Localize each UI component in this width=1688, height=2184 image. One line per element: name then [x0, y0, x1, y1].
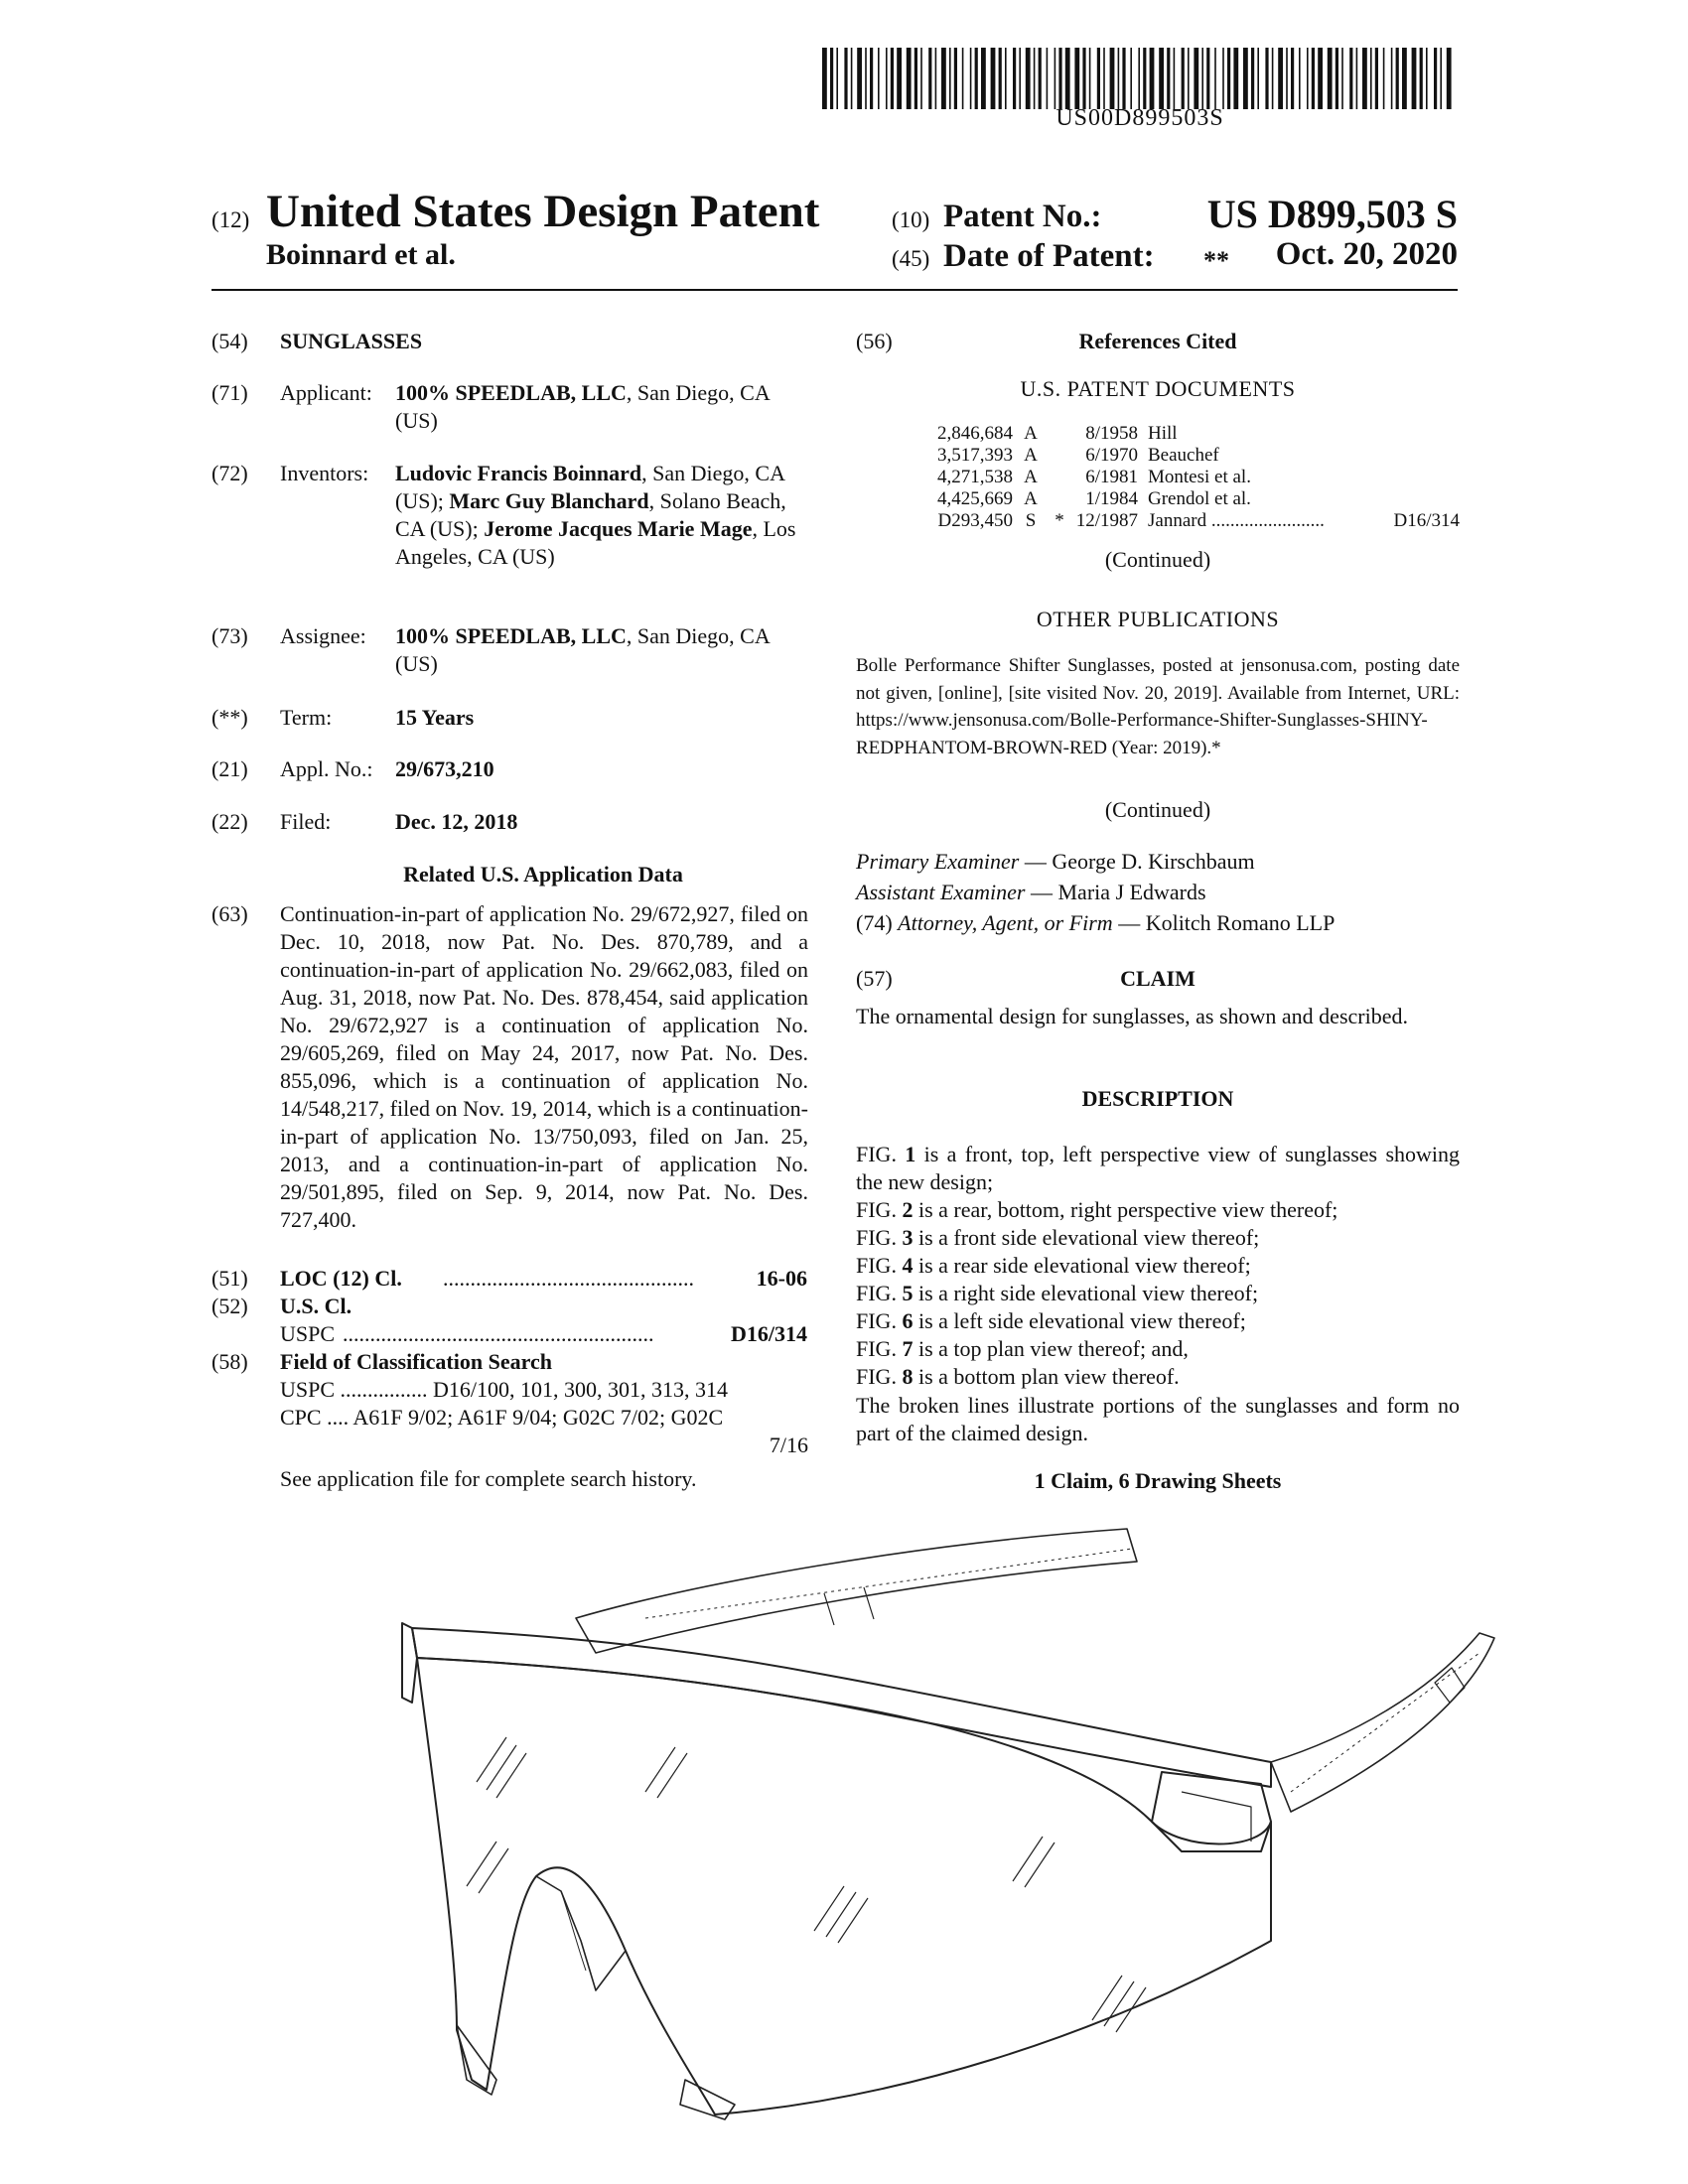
barcode-bar — [920, 48, 922, 109]
barcode-bar — [1013, 48, 1016, 109]
reference-star — [1049, 423, 1070, 445]
reference-kind: A — [1024, 467, 1038, 487]
barcode-bar — [1440, 48, 1442, 109]
related-application-text: Continuation-in-part of application No. 29/672,927, filed on Dec. 10, 2018, now Pat. No. Des. 870,789, and a continuation-in-part of application No. 29/662,083, filed on Aug. 31, 2018, now Pat. No. Des. 878,454, said application No. 29/672,927 is a continuation of application No. 29/605,269, filed on May 24, 2017, now Pat. No. Des. 855,096, which is a continuation of application No. 14/548,217, filed on Nov. 19, 2014, which is a continuation-in-part of application No. 13/750,093, filed on Jan. 25, 2013, and a continuation-in-part of application No. 29/501,895, filed on Sep. 9, 2014, now Pat. No. Des. 727,400. — [280, 901, 808, 1232]
applicant-label: Applicant: — [280, 380, 372, 405]
reference-date: 6/1970 — [1085, 445, 1138, 466]
barcode-bar — [1328, 48, 1333, 109]
barcode-bar — [1103, 48, 1105, 109]
code-45: (45) — [892, 246, 930, 271]
barcode-bar — [1201, 48, 1203, 109]
reference-name: Montesi et al. — [1148, 467, 1251, 487]
barcode-bar — [1227, 48, 1230, 109]
barcode-bar — [954, 48, 957, 109]
reference-star — [1049, 467, 1070, 488]
filed-value: Dec. 12, 2018 — [395, 809, 518, 834]
other-publication-text: Bolle Performance Shifter Sunglasses, posted at jensonusa.com, posting date not given, [online], [site visited Nov. 20, 2019]. Available from Internet, URL: https://www.jensonusa.com/Bolle-Performance-Shifter-Sunglasses-SHINY-REDPHANTOM-BROWN-RED (Year: 2019).* — [856, 655, 1460, 758]
reference-name: Beauchef — [1148, 445, 1219, 466]
reference-row — [909, 423, 1460, 445]
barcode-bar — [857, 48, 862, 109]
barcode-bar — [1159, 48, 1164, 109]
patent-no-label: Patent No.: — [943, 199, 1102, 234]
inventor-2-name: Marc Guy Blanchard — [449, 488, 649, 513]
reference-number: 3,517,393 — [937, 445, 1013, 466]
primary-examiner — [856, 848, 1255, 876]
barcode-bar — [1447, 48, 1452, 109]
barcode-bar — [907, 48, 912, 109]
barcode-bar — [1097, 48, 1100, 109]
figure-text: is a front, top, left perspective view of sunglasses showing the new design; — [856, 1142, 1461, 1194]
attorney — [856, 909, 1335, 937]
related-heading: Related U.S. Application Data — [403, 862, 683, 887]
reference-class — [1456, 445, 1460, 467]
barcode-bar — [844, 48, 847, 109]
assistant-examiner-name: — Maria J Edwards — [1025, 880, 1206, 904]
barcode-bar — [991, 48, 996, 109]
code-51: (51) — [211, 1266, 248, 1291]
code-73: (73) — [211, 623, 248, 648]
barcode-bar — [1383, 48, 1385, 109]
date-label: Date of Patent: — [943, 238, 1155, 274]
code-54: (54) — [211, 329, 248, 353]
barcode-bar — [962, 48, 964, 109]
barcode-bar — [1291, 48, 1294, 109]
patent-docs-heading: U.S. PATENT DOCUMENTS — [1020, 376, 1296, 401]
sunglasses-drawing — [397, 1524, 1499, 2139]
figure-text: is a front side elevational view thereof; — [913, 1225, 1260, 1250]
barcode-bar — [1005, 48, 1007, 109]
reference-number: 4,271,538 — [937, 467, 1013, 487]
figure-number: 4 — [902, 1253, 914, 1278]
date-marker: ** — [1203, 246, 1229, 275]
barcode-bar — [981, 48, 986, 109]
figure-prefix: FIG. — [856, 1308, 903, 1333]
reference-row — [909, 510, 1460, 532]
barcode-bar — [1026, 48, 1031, 109]
barcode-bar — [1065, 48, 1070, 109]
reference-list — [909, 423, 1460, 532]
code-57: (57) — [856, 966, 893, 991]
reference-date: 12/1987 — [1075, 510, 1138, 531]
inventor-1-location: , San Diego, CA (US); — [395, 461, 784, 513]
reference-star: * — [1055, 510, 1064, 531]
claims-sheets: 1 Claim, 6 Drawing Sheets — [1034, 1468, 1282, 1493]
barcode-bar — [1251, 48, 1254, 109]
design-title: SUNGLASSES — [280, 329, 423, 353]
loc-label: LOC (12) Cl. — [280, 1266, 402, 1291]
code-74: (74) — [856, 910, 893, 935]
figure-description — [856, 1335, 1460, 1363]
figure-list — [856, 1141, 1460, 1391]
appl-no-label: Appl. No.: — [280, 756, 373, 781]
figure-prefix: FIG. — [856, 1336, 903, 1361]
barcode-bar — [1182, 48, 1185, 109]
claim-text: The ornamental design for sunglasses, as shown and described. — [856, 1004, 1408, 1028]
barcode-bar — [1150, 48, 1155, 109]
barcode-bar — [1391, 48, 1393, 109]
term-value: 15 Years — [395, 705, 475, 730]
barcode-bar — [1047, 48, 1049, 109]
reference-class — [1456, 488, 1460, 510]
barcode-bar — [1362, 48, 1367, 109]
barcode-bar — [949, 48, 951, 109]
us-cl-label: U.S. Cl. — [280, 1294, 352, 1318]
appl-no-value: 29/673,210 — [395, 756, 494, 781]
barcode-bar — [830, 48, 833, 109]
figure-description — [856, 1252, 1460, 1280]
barcode-bar — [1426, 48, 1428, 109]
barcode-bar — [1278, 48, 1283, 109]
barcode-bar — [1265, 48, 1268, 109]
figure-description — [856, 1307, 1460, 1335]
primary-examiner-name: — George D. Kirschbaum — [1019, 849, 1255, 874]
barcode-bar — [822, 48, 827, 109]
reference-name: Hill — [1148, 423, 1178, 444]
barcode-bar — [1118, 48, 1120, 109]
primary-examiner-label: Primary Examiner — [856, 849, 1020, 874]
uspc-value: D16/314 — [731, 1321, 807, 1346]
reference-row — [909, 488, 1460, 510]
barcode-bar — [1122, 48, 1125, 109]
barcode-bar — [975, 48, 978, 109]
inventor-1-name: Ludovic Francis Boinnard — [395, 461, 642, 485]
attorney-name: — Kolitch Romano LLP — [1112, 910, 1336, 935]
reference-date: 8/1958 — [1085, 423, 1138, 444]
loc-value: 16-06 — [756, 1266, 807, 1291]
barcode-bar — [1349, 48, 1352, 109]
barcode-bar — [1312, 48, 1315, 109]
figure-text: is a rear side elevational view thereof; — [913, 1253, 1251, 1278]
barcode-bar — [1143, 48, 1146, 109]
barcode-bar — [1318, 48, 1323, 109]
code-63: (63) — [211, 901, 248, 926]
other-publications-heading: OTHER PUBLICATIONS — [1036, 607, 1280, 631]
reference-date: 1/1984 — [1085, 488, 1138, 509]
barcode-bar — [1034, 48, 1036, 109]
barcode-bar — [941, 48, 946, 109]
barcode-bar — [1412, 48, 1417, 109]
barcode-bar — [1402, 48, 1407, 109]
figure-prefix: FIG. — [856, 1364, 903, 1389]
uspc-label: USPC — [280, 1321, 336, 1346]
barcode-bar — [1194, 48, 1198, 109]
barcode-bar — [1138, 48, 1140, 109]
barcode-bar — [1019, 48, 1021, 109]
publications-continued: (Continued) — [1104, 797, 1211, 822]
barcode-bar — [1396, 48, 1399, 109]
figure-description — [856, 1141, 1460, 1196]
figure-prefix: FIG. — [856, 1281, 903, 1305]
barcode-bar — [928, 48, 931, 109]
code-52: (52) — [211, 1294, 248, 1318]
barcode-bar — [870, 48, 873, 109]
reference-row — [909, 467, 1460, 488]
barcode-number: US00D899503S — [1055, 105, 1224, 131]
reference-kind: S — [1025, 510, 1037, 531]
header-rule — [211, 289, 1458, 291]
figure-prefix: FIG. — [856, 1253, 903, 1278]
barcode-bar — [1110, 48, 1115, 109]
assistant-examiner — [856, 879, 1206, 906]
barcode-bar — [1082, 48, 1085, 109]
search-history-note: See application file for complete search history. — [280, 1466, 697, 1491]
assignee-location: , San Diego, CA (US) — [395, 623, 770, 676]
barcode — [822, 48, 1458, 109]
barcode-bar — [1039, 48, 1042, 109]
code-56: (56) — [856, 329, 893, 353]
reference-star — [1049, 488, 1070, 510]
figure-text: is a top plan view thereof; and, — [913, 1336, 1189, 1361]
figure-text: is a rear, bottom, right perspective view thereof; — [913, 1197, 1338, 1222]
barcode-bar — [1089, 48, 1091, 109]
figure-text: is a left side elevational view thereof; — [913, 1308, 1246, 1333]
references-continued: (Continued) — [1104, 547, 1211, 572]
barcode-bar — [1336, 48, 1338, 109]
reference-name: Jannard ........................ — [1148, 510, 1325, 531]
reference-number: 2,846,684 — [937, 423, 1013, 444]
reference-kind: A — [1024, 423, 1038, 444]
uspc-leader-dots: ......................................................... — [343, 1321, 654, 1346]
patent-date: Oct. 20, 2020 — [1275, 236, 1458, 272]
figure-description — [856, 1363, 1460, 1391]
loc-leader-dots: .............................................. — [443, 1266, 694, 1291]
figure-number: 8 — [902, 1364, 914, 1389]
applicant-value — [395, 379, 792, 435]
barcode-bar — [836, 48, 838, 109]
attorney-label: Attorney, Agent, or Firm — [898, 910, 1113, 935]
broken-lines-note: The broken lines illustrate portions of the sunglasses and form no part of the claimed design. — [856, 1393, 1460, 1445]
figure-description — [856, 1224, 1460, 1252]
assignee-value — [395, 622, 792, 678]
barcode-bar — [1206, 48, 1209, 109]
code-term: (**) — [211, 705, 248, 730]
inventor-3-name: Jerome Jacques Marie Mage — [484, 516, 753, 541]
barcode-bar — [878, 48, 880, 109]
field-search-uspc: USPC ................ D16/100, 101, 300, 301, 313, 314 — [280, 1377, 729, 1402]
code-71: (71) — [211, 380, 248, 405]
reference-number: 4,425,669 — [937, 488, 1013, 509]
barcode-bar — [1174, 48, 1176, 109]
description-heading: DESCRIPTION — [1081, 1086, 1234, 1111]
reference-number: D293,450 — [937, 510, 1013, 531]
reference-class — [1456, 467, 1460, 488]
applicant-location: , San Diego, CA (US) — [395, 380, 770, 433]
figure-number: 6 — [902, 1308, 914, 1333]
term-label: Term: — [280, 705, 333, 730]
barcode-bar — [1370, 48, 1372, 109]
barcode-bar — [1356, 48, 1358, 109]
code-58: (58) — [211, 1349, 248, 1374]
barcode-bar — [970, 48, 972, 109]
barcode-bar — [1375, 48, 1378, 109]
barcode-bar — [935, 48, 937, 109]
figure-description — [856, 1280, 1460, 1307]
figure-number: 7 — [902, 1336, 914, 1361]
code-12: (12) — [211, 207, 250, 232]
field-search-cpc: CPC .... A61F 9/02; A61F 9/04; G02C 7/02; G02C — [280, 1405, 724, 1430]
code-22: (22) — [211, 809, 248, 834]
barcode-bar — [1272, 48, 1274, 109]
barcode-bar — [1420, 48, 1423, 109]
barcode-bar — [897, 48, 902, 109]
references-heading: References Cited — [1078, 329, 1237, 353]
barcode-bar — [1188, 48, 1190, 109]
barcode-bar — [851, 48, 853, 109]
barcode-bar — [1233, 48, 1238, 109]
barcode-bar — [891, 48, 894, 109]
assignee-label: Assignee: — [280, 623, 366, 648]
barcode-bar — [1074, 48, 1079, 109]
figure-prefix: FIG. — [856, 1225, 903, 1250]
field-search-cpc-cont: 7/16 — [769, 1433, 808, 1457]
barcode-bar — [1434, 48, 1437, 109]
figure-number: 3 — [902, 1225, 914, 1250]
reference-row — [909, 445, 1460, 467]
barcode-bar — [865, 48, 867, 109]
inventor-3-location: , Los Angeles, CA (US) — [395, 516, 796, 569]
barcode-bar — [886, 48, 888, 109]
reference-date: 6/1981 — [1085, 467, 1138, 487]
reference-kind: A — [1024, 488, 1038, 509]
barcode-bar — [1058, 48, 1061, 109]
filed-label: Filed: — [280, 809, 332, 834]
reference-kind: A — [1024, 445, 1038, 466]
barcode-bar — [1286, 48, 1288, 109]
applicant-name: 100% SPEEDLAB, LLC — [395, 380, 627, 405]
barcode-bar — [1167, 48, 1170, 109]
claim-heading: CLAIM — [1120, 966, 1196, 991]
barcode-bar — [1055, 48, 1056, 109]
barcode-bar — [1341, 48, 1343, 109]
authors: Boinnard et al. — [266, 238, 456, 271]
document-title: United States Design Patent — [266, 186, 820, 237]
code-72: (72) — [211, 461, 248, 485]
barcode-bar — [1222, 48, 1224, 109]
barcode-bar — [1299, 48, 1301, 109]
figure-prefix: FIG. — [856, 1142, 906, 1166]
barcode-bar — [1214, 48, 1216, 109]
inventor-2-location: , Solano Beach, CA (US); — [395, 488, 786, 541]
code-10: (10) — [892, 207, 930, 232]
inventors-label: Inventors: — [280, 461, 369, 485]
barcode-bar — [1257, 48, 1259, 109]
reference-name: Grendol et al. — [1148, 488, 1251, 509]
barcode-bar — [1307, 48, 1309, 109]
code-21: (21) — [211, 756, 248, 781]
figure-number: 2 — [902, 1197, 914, 1222]
figure-number: 1 — [905, 1142, 916, 1166]
figure-text: is a right side elevational view thereof; — [913, 1281, 1259, 1305]
patent-number: US D899,503 S — [1206, 192, 1458, 236]
figure-text: is a bottom plan view thereof. — [913, 1364, 1180, 1389]
field-search-label: Field of Classification Search — [280, 1349, 552, 1374]
reference-class — [1456, 423, 1460, 445]
barcode-bar — [914, 48, 917, 109]
barcode-bar — [1130, 48, 1132, 109]
figure-description — [856, 1196, 1460, 1224]
figure-number: 5 — [902, 1281, 914, 1305]
inventors-value — [395, 460, 812, 571]
assignee-name: 100% SPEEDLAB, LLC — [395, 623, 627, 648]
figure-prefix: FIG. — [856, 1197, 903, 1222]
reference-star — [1049, 445, 1070, 467]
barcode-bar — [1243, 48, 1248, 109]
assistant-examiner-label: Assistant Examiner — [856, 880, 1026, 904]
barcode-bar — [999, 48, 1002, 109]
reference-class: D16/314 — [1393, 510, 1460, 531]
